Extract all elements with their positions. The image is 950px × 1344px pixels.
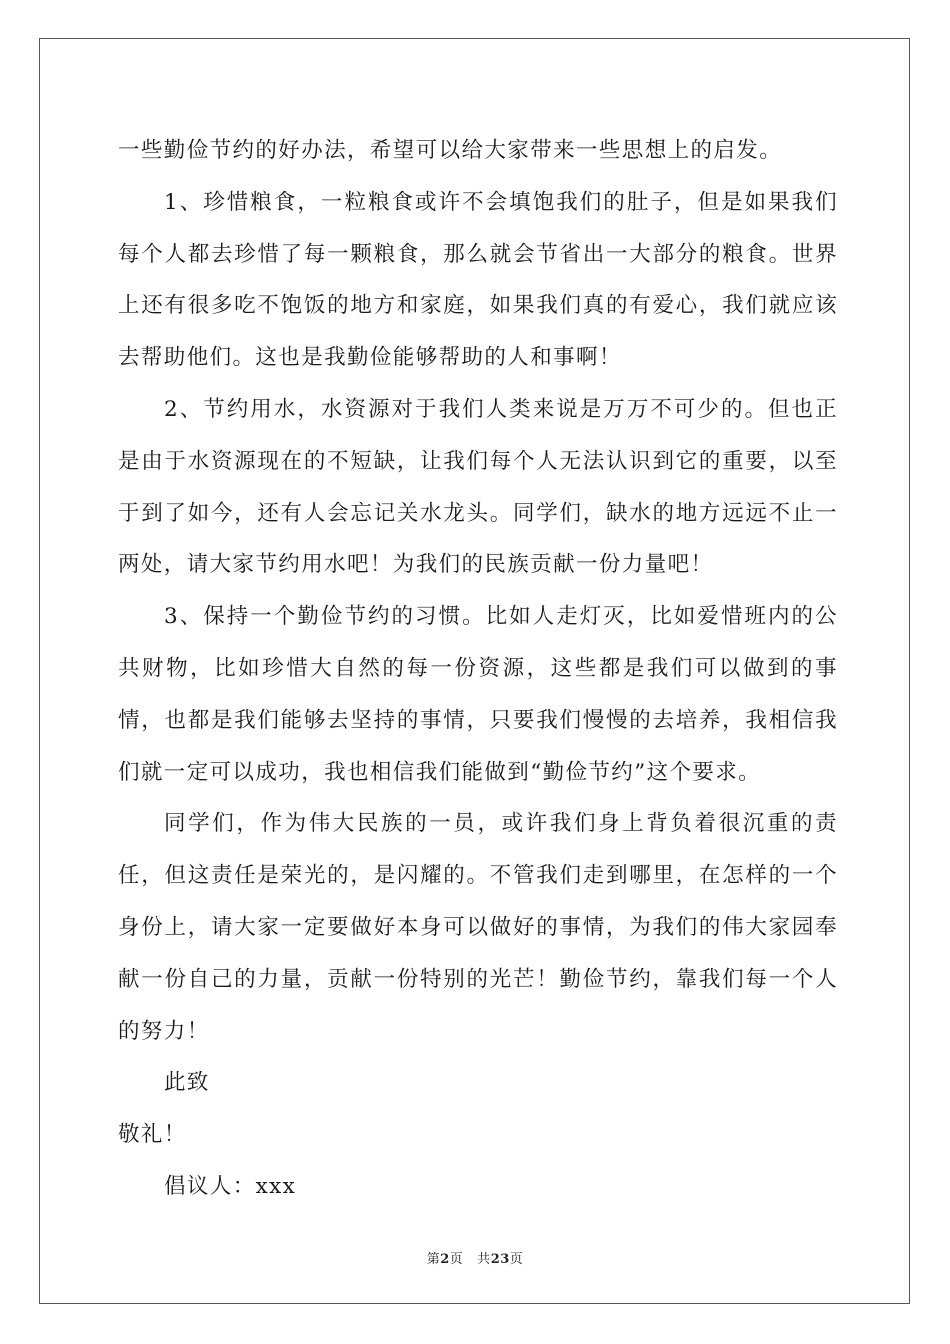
total-page-count: 23 [490,1252,510,1267]
closing-salutation: 此致 [164,1070,210,1096]
signature-proposer: 倡议人：xxx [164,1173,297,1199]
paragraph-intro-tail: 一些勤俭节约的好办法，希望可以给大家带来一些思想上的启发。 [118,138,783,163]
closing-regards: 敬礼！ [118,1122,187,1148]
paragraph-point-2: 2、节约用水，水资源对于我们人类来说是万万不可少的。但也正是由于水资源现在的不短缺，让我们每个人无法认识到它的重要，以至于到了如今，还有人会忘记关水龙头。同学们，缺水的地方远远不止一两处，请大家节约用水吧！为我们的民族贡献一份力量吧！ [118,396,838,578]
footer-total-unit: 页 [509,1252,524,1267]
footer-total-prefix: 共 [477,1252,491,1267]
page-footer [0,1248,950,1267]
footer-page-unit: 页 [449,1252,464,1267]
footer-prefix: 第 [426,1252,441,1267]
paragraph-conclusion: 同学们，作为伟大民族的一员，或许我们身上背负着很沉重的责任，但这责任是荣光的，是闪耀的。不管我们走到哪里，在怎样的一个身份上，请大家一定要做好本身可以做好的事情，为我们的伟大家园奉献一份自己的力量，贡献一份特别的光芒！勤俭节约，靠我们每一个人的努力！ [118,811,838,1044]
current-page-number: 2 [440,1252,450,1267]
document-body [118,125,838,1213]
paragraph-point-1: 1、珍惜粮食，一粒粮食或许不会填饱我们的肚子，但是如果我们每个人都去珍惜了每一颗粮食，那么就会节省出一大部分的粮食。世界上还有很多吃不饱饭的地方和家庭，如果我们真的有爱心，我们就应该去帮助他们。这也是我勤俭能够帮助的人和事啊！ [118,189,838,371]
paragraph-point-3: 3、保持一个勤俭节约的习惯。比如人走灯灭，比如爱惜班内的公共财物，比如珍惜大自然的每一份资源，这些都是我们可以做到的事情，也都是我们能够去坚持的事情，只要我们慢慢的去培养，我相信我们就一定可以成功，我也相信我们能做到“勤俭节约”这个要求。 [118,604,838,785]
